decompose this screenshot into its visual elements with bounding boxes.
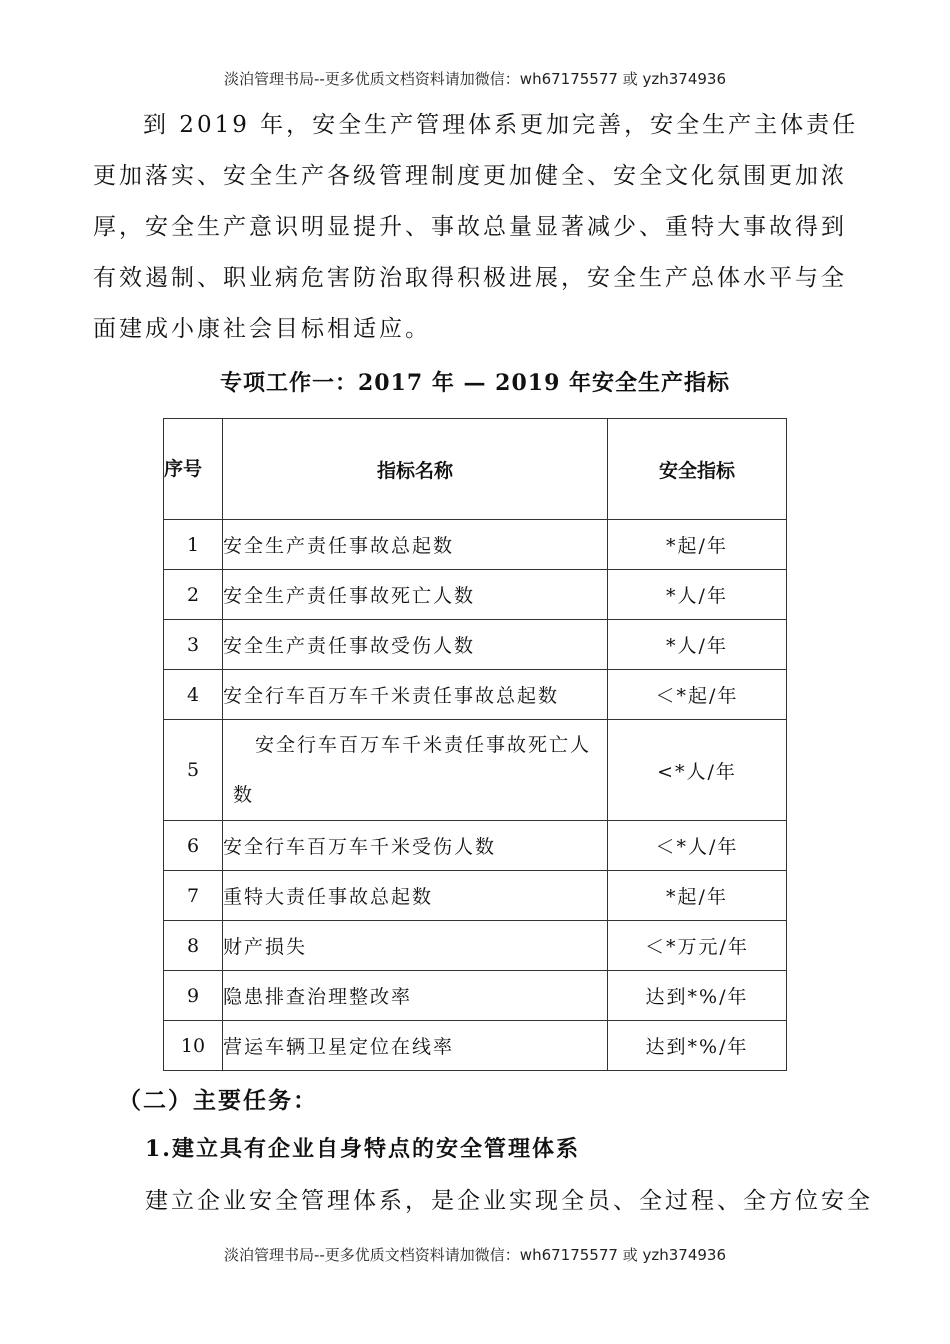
- header-safety-target: 安全指标: [608, 419, 787, 520]
- header-metric-name: 指标名称: [223, 419, 608, 520]
- row-number: 5: [164, 720, 223, 821]
- table-row: [164, 570, 787, 620]
- row-number: 1: [164, 520, 223, 570]
- table-row: [164, 670, 787, 720]
- table-title: 专项工作一：2017 年 — 2019 年安全生产指标: [219, 370, 731, 396]
- metric-target: *起/年: [608, 520, 787, 570]
- metric-target: ＜*人/年: [608, 821, 787, 871]
- metric-target: *人/年: [608, 570, 787, 620]
- table-row: [164, 971, 787, 1021]
- metric-name: 安全生产责任事故总起数: [223, 520, 608, 570]
- metric-target: *人/年: [608, 620, 787, 670]
- table-row: [164, 821, 787, 871]
- table-row: [164, 1021, 787, 1071]
- metric-target: <*人/年: [608, 720, 787, 821]
- metric-name: 安全生产责任事故受伤人数: [223, 620, 608, 670]
- table-row: [164, 720, 787, 821]
- table-row: [164, 921, 787, 971]
- metric-target: ＜*起/年: [608, 670, 787, 720]
- section-heading: （二）主要任务：: [118, 1087, 318, 1114]
- table-row: [164, 871, 787, 921]
- metric-name: 安全行车百万车千米责任事故总起数: [223, 670, 608, 720]
- metric-name: 隐患排查治理整改率: [223, 971, 608, 1021]
- metric-name: 安全生产责任事故死亡人数: [223, 570, 608, 620]
- page-footer-watermark: 淡泊管理书局--更多优质文档资料请加微信：wh67175577 或 yzh374936: [223, 1246, 726, 1264]
- metric-target: ＜*万元/年: [608, 921, 787, 971]
- metric-name: 安全行车百万车千米受伤人数: [223, 821, 608, 871]
- metric-target: 达到*%/年: [608, 1021, 787, 1071]
- row-number: 6: [164, 821, 223, 871]
- table-row: [164, 620, 787, 670]
- row-number: 10: [164, 1021, 223, 1071]
- metric-name: 重特大责任事故总起数: [223, 871, 608, 921]
- metric-name: 安全行车百万车千米责任事故死亡人数: [223, 720, 608, 821]
- row-number: 7: [164, 871, 223, 921]
- page-header-watermark: 淡泊管理书局--更多优质文档资料请加微信：wh67175577 或 yzh374936: [223, 70, 726, 88]
- safety-metrics-table: [163, 418, 787, 1071]
- row-number: 2: [164, 570, 223, 620]
- metric-target: 达到*%/年: [608, 971, 787, 1021]
- row-number: 3: [164, 620, 223, 670]
- row-number: 4: [164, 670, 223, 720]
- row-number: 8: [164, 921, 223, 971]
- metric-target: *起/年: [608, 871, 787, 921]
- header-serial-number: 序号: [164, 419, 223, 520]
- intro-paragraph: 到 2019 年，安全生产管理体系更加完善，安全生产主体责任更加落实、安全生产各级管理制度更加健全、安全文化氛围更加浓厚，安全生产意识明显提升、事故总量显著减少、重特大事故得到有效遏制、职业病危害防治取得积极进展，安全生产总体水平与全面建成小康社会目标相适应。: [93, 112, 859, 342]
- subsection-heading: 1.建立具有企业自身特点的安全管理体系: [145, 1136, 580, 1162]
- metric-name: 营运车辆卫星定位在线率: [223, 1021, 608, 1071]
- table-header-row: [164, 419, 787, 520]
- row-number: 9: [164, 971, 223, 1021]
- metric-name: 财产损失: [223, 921, 608, 971]
- closing-paragraph: 建立企业安全管理体系，是企业实现全员、全过程、全方位安全: [145, 1188, 873, 1214]
- table-row: [164, 520, 787, 570]
